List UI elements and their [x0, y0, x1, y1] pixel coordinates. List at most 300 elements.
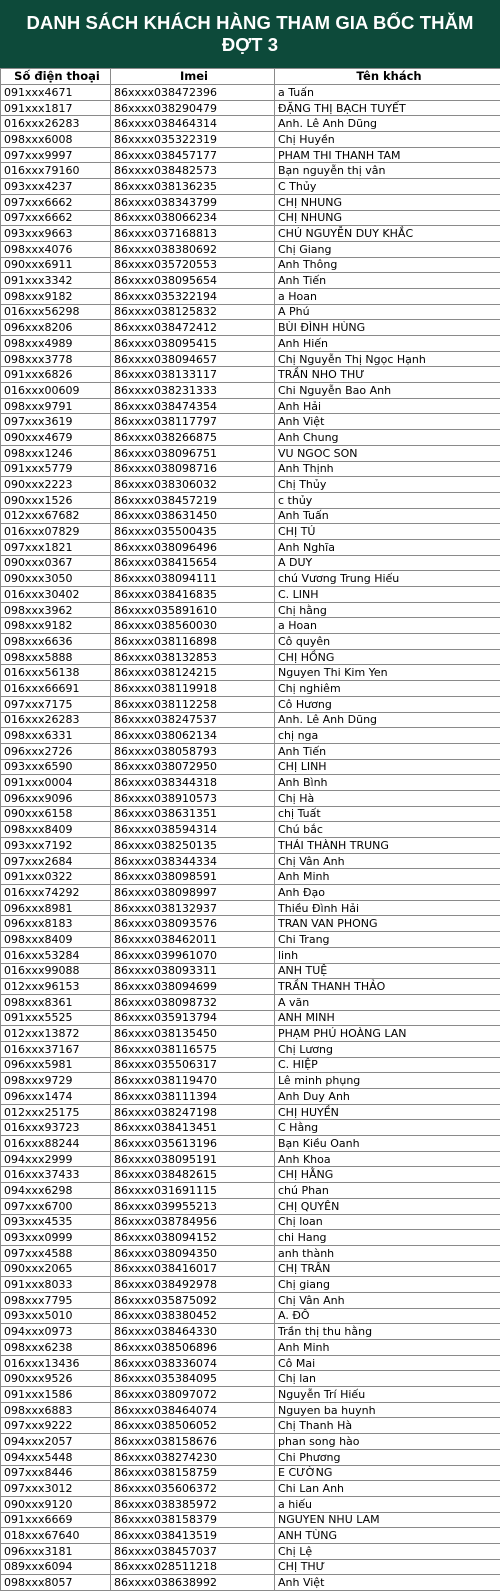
column-header-phone: Số điện thoại — [1, 69, 111, 85]
phone-cell: 098xxx4989 — [1, 336, 111, 352]
table-row — [1, 1528, 500, 1544]
phone-cell: 098xxx1246 — [1, 445, 111, 461]
customer-name-cell: C Hằng — [275, 1120, 500, 1136]
phone-cell: 016xxx26283 — [1, 712, 111, 728]
customer-name-cell: CHỊ HUYỀN — [275, 1104, 500, 1120]
customer-name-cell: Bạn Kiều Oanh — [275, 1136, 500, 1152]
table-row — [1, 179, 500, 195]
phone-cell: 018xxx67640 — [1, 1528, 111, 1544]
phone-cell: 098xxx9729 — [1, 1073, 111, 1089]
phone-cell: 090xxx4679 — [1, 430, 111, 446]
table-row — [1, 728, 500, 744]
table-row — [1, 1198, 500, 1214]
phone-cell: 016xxx30402 — [1, 587, 111, 603]
customer-name-cell: Chú bắc — [275, 822, 500, 838]
imei-cell: 86xxxx038062134 — [111, 728, 275, 744]
imei-cell: 86xxxx038413451 — [111, 1120, 275, 1136]
imei-cell: 86xxxx038910573 — [111, 790, 275, 806]
customer-name-cell: A DUY — [275, 555, 500, 571]
phone-cell: 098xxx9791 — [1, 398, 111, 414]
phone-cell: 098xxx6008 — [1, 132, 111, 148]
table-row — [1, 822, 500, 838]
customer-name-cell: Anh Nghĩa — [275, 539, 500, 555]
column-header-imei: Imei — [111, 69, 275, 85]
imei-cell: 86xxxx035500435 — [111, 524, 275, 540]
phone-cell: 016xxx37167 — [1, 1041, 111, 1057]
imei-cell: 86xxxx038462011 — [111, 932, 275, 948]
phone-cell: 096xxx8183 — [1, 916, 111, 932]
customer-name-cell: Anh Đạo — [275, 885, 500, 901]
table-row — [1, 665, 500, 681]
phone-cell: 012xxx96153 — [1, 979, 111, 995]
customer-name-cell: CHỊ HẰNG — [275, 1167, 500, 1183]
table-row — [1, 838, 500, 854]
phone-cell: 094xxx5448 — [1, 1449, 111, 1465]
imei-cell: 86xxxx035384095 — [111, 1371, 275, 1387]
customer-name-cell: Anh Thịnh — [275, 461, 500, 477]
table-row — [1, 1245, 500, 1261]
table-row — [1, 461, 500, 477]
customer-name-cell: Chị Giang — [275, 241, 500, 257]
customer-name-cell: CHỊ TRÂN — [275, 1261, 500, 1277]
customer-name-cell: Nguyen ba huynh — [275, 1402, 500, 1418]
phone-cell: 096xxx8206 — [1, 320, 111, 336]
phone-cell: 091xxx4671 — [1, 85, 111, 101]
phone-cell: 098xxx3778 — [1, 351, 111, 367]
table-row — [1, 1104, 500, 1120]
phone-cell: 012xxx67682 — [1, 508, 111, 524]
customer-name-cell: Anh Chung — [275, 430, 500, 446]
imei-cell: 86xxxx038344334 — [111, 853, 275, 869]
table-row — [1, 1355, 500, 1371]
imei-cell: 86xxxx028511218 — [111, 1559, 275, 1575]
imei-cell: 86xxxx038266875 — [111, 430, 275, 446]
phone-cell: 016xxx93723 — [1, 1120, 111, 1136]
imei-cell: 86xxxx038385972 — [111, 1496, 275, 1512]
table-row — [1, 790, 500, 806]
table-row — [1, 383, 500, 399]
customer-name-cell: Cô Hương — [275, 696, 500, 712]
table-row — [1, 743, 500, 759]
phone-cell: 016xxx74292 — [1, 885, 111, 901]
table-row — [1, 649, 500, 665]
table-row — [1, 210, 500, 226]
table-row — [1, 900, 500, 916]
table-row — [1, 1512, 500, 1528]
imei-cell: 86xxxx038416835 — [111, 587, 275, 603]
customer-name-cell: Chị Thủy — [275, 477, 500, 493]
phone-cell: 097xxx2684 — [1, 853, 111, 869]
table-row — [1, 398, 500, 414]
customer-name-cell: Chi Nguyễn Bao Anh — [275, 383, 500, 399]
customer-name-cell: Chị Lệ — [275, 1543, 500, 1559]
customer-name-cell: TRẦN THANH THẢO — [275, 979, 500, 995]
customer-name-cell: A. ĐỖ — [275, 1308, 500, 1324]
imei-cell: 86xxxx038343799 — [111, 194, 275, 210]
table-row — [1, 524, 500, 540]
customer-name-cell: Nguyen Thi Kim Yen — [275, 665, 500, 681]
table-row — [1, 288, 500, 304]
table-row — [1, 477, 500, 493]
phone-cell: 012xxx25175 — [1, 1104, 111, 1120]
table-row — [1, 1151, 500, 1167]
table-row — [1, 916, 500, 932]
imei-cell: 86xxxx038072950 — [111, 759, 275, 775]
phone-cell: 097xxx6662 — [1, 210, 111, 226]
phone-cell: 097xxx4588 — [1, 1245, 111, 1261]
customer-table — [0, 68, 500, 1591]
imei-cell: 86xxxx038274230 — [111, 1449, 275, 1465]
table-row — [1, 994, 500, 1010]
customer-name-cell: Anh Tiến — [275, 743, 500, 759]
customer-name-cell: TRAN VAN PHONG — [275, 916, 500, 932]
imei-cell: 86xxxx038111394 — [111, 1089, 275, 1105]
phone-cell: 098xxx3962 — [1, 602, 111, 618]
phone-cell: 096xxx1474 — [1, 1089, 111, 1105]
phone-cell: 093xxx0999 — [1, 1230, 111, 1246]
imei-cell: 86xxxx038116898 — [111, 634, 275, 650]
customer-name-cell: BÙI ĐÌNH HÙNG — [275, 320, 500, 336]
table-row — [1, 1057, 500, 1073]
imei-cell: 86xxxx038560030 — [111, 618, 275, 634]
phone-cell: 090xxx6911 — [1, 257, 111, 273]
customer-name-cell: C Thủy — [275, 179, 500, 195]
imei-cell: 86xxxx038094152 — [111, 1230, 275, 1246]
table-row — [1, 1120, 500, 1136]
imei-cell: 86xxxx038125832 — [111, 304, 275, 320]
table-row — [1, 1575, 500, 1591]
customer-name-cell: Chị loan — [275, 1214, 500, 1230]
customer-name-cell: CHỊ LINH — [275, 759, 500, 775]
phone-cell: 096xxx2726 — [1, 743, 111, 759]
imei-cell: 86xxxx038492978 — [111, 1277, 275, 1293]
table-row — [1, 587, 500, 603]
phone-cell: 098xxx9182 — [1, 288, 111, 304]
phone-cell: 098xxx7795 — [1, 1292, 111, 1308]
phone-cell: 096xxx5981 — [1, 1057, 111, 1073]
imei-cell: 86xxxx038594314 — [111, 822, 275, 838]
page-title: DANH SÁCH KHÁCH HÀNG THAM GIA BỐC THĂM ĐỢT 3 — [20, 12, 480, 56]
customer-name-cell: Chi Phương — [275, 1449, 500, 1465]
imei-cell: 86xxxx038095654 — [111, 273, 275, 289]
phone-cell: 098xxx8057 — [1, 1575, 111, 1591]
table-row — [1, 1465, 500, 1481]
phone-cell: 016xxx56138 — [1, 665, 111, 681]
customer-name-cell: Anh Minh — [275, 1340, 500, 1356]
table-row — [1, 116, 500, 132]
imei-cell: 86xxxx038095415 — [111, 336, 275, 352]
customer-name-cell: Chị giang — [275, 1277, 500, 1293]
imei-cell: 86xxxx035606372 — [111, 1481, 275, 1497]
imei-cell: 86xxxx039961070 — [111, 947, 275, 963]
table-row — [1, 712, 500, 728]
phone-cell: 089xxx6094 — [1, 1559, 111, 1575]
customer-name-cell: Anh. Lê Anh Dũng — [275, 712, 500, 728]
customer-name-cell: C. HIỆP — [275, 1057, 500, 1073]
phone-cell: 091xxx6826 — [1, 367, 111, 383]
phone-cell: 091xxx1817 — [1, 100, 111, 116]
table-row — [1, 571, 500, 587]
imei-cell: 86xxxx038380692 — [111, 241, 275, 257]
table-row — [1, 194, 500, 210]
customer-name-cell: Chi Lan Anh — [275, 1481, 500, 1497]
phone-cell: 093xxx6590 — [1, 759, 111, 775]
customer-name-cell: anh thành — [275, 1245, 500, 1261]
imei-cell: 86xxxx035913794 — [111, 1010, 275, 1026]
phone-cell: 012xxx13872 — [1, 1026, 111, 1042]
customer-name-cell: CHỊ HỒNG — [275, 649, 500, 665]
phone-cell: 097xxx9997 — [1, 147, 111, 163]
table-row — [1, 1324, 500, 1340]
phone-cell: 016xxx07829 — [1, 524, 111, 540]
header-row — [1, 69, 500, 85]
customer-name-cell: VU NGOC SON — [275, 445, 500, 461]
table-row — [1, 445, 500, 461]
table-row — [1, 634, 500, 650]
imei-cell: 86xxxx038094350 — [111, 1245, 275, 1261]
table-row — [1, 1543, 500, 1559]
table-row — [1, 1230, 500, 1246]
imei-cell: 86xxxx035613196 — [111, 1136, 275, 1152]
table-row — [1, 430, 500, 446]
customer-name-cell: chị nga — [275, 728, 500, 744]
imei-cell: 86xxxx038464074 — [111, 1402, 275, 1418]
imei-cell: 86xxxx038247198 — [111, 1104, 275, 1120]
imei-cell: 86xxxx038158379 — [111, 1512, 275, 1528]
phone-cell: 097xxx6662 — [1, 194, 111, 210]
customer-name-cell: Chị Vân Anh — [275, 1292, 500, 1308]
imei-cell: 86xxxx038457177 — [111, 147, 275, 163]
phone-cell: 098xxx8361 — [1, 994, 111, 1010]
imei-cell: 86xxxx038116575 — [111, 1041, 275, 1057]
imei-cell: 86xxxx038482573 — [111, 163, 275, 179]
table-row — [1, 100, 500, 116]
imei-cell: 86xxxx038784956 — [111, 1214, 275, 1230]
phone-cell: 091xxx0322 — [1, 869, 111, 885]
phone-cell: 090xxx2223 — [1, 477, 111, 493]
table-row — [1, 963, 500, 979]
table-row — [1, 1387, 500, 1403]
imei-cell: 86xxxx038094657 — [111, 351, 275, 367]
customer-name-cell: Anh. Lê Anh Dũng — [275, 116, 500, 132]
imei-cell: 86xxxx038336074 — [111, 1355, 275, 1371]
phone-cell: 094xxx0973 — [1, 1324, 111, 1340]
customer-name-cell: THÁI THÀNH TRUNG — [275, 838, 500, 854]
phone-cell: 016xxx56298 — [1, 304, 111, 320]
table-row — [1, 132, 500, 148]
imei-cell: 86xxxx038247537 — [111, 712, 275, 728]
phone-cell: 090xxx2065 — [1, 1261, 111, 1277]
phone-cell: 091xxx3342 — [1, 273, 111, 289]
table-row — [1, 1496, 500, 1512]
phone-cell: 097xxx7175 — [1, 696, 111, 712]
imei-cell: 86xxxx038457219 — [111, 492, 275, 508]
table-row — [1, 1481, 500, 1497]
customer-name-cell: Anh Hải — [275, 398, 500, 414]
customer-name-cell: Bạn nguyễn thị vân — [275, 163, 500, 179]
imei-cell: 86xxxx035322194 — [111, 288, 275, 304]
table-row — [1, 320, 500, 336]
imei-cell: 86xxxx038306032 — [111, 477, 275, 493]
customer-name-cell: TRẦN NHO THƯ — [275, 367, 500, 383]
phone-cell: 016xxx26283 — [1, 116, 111, 132]
imei-cell: 86xxxx035506317 — [111, 1057, 275, 1073]
customer-name-cell: Trần thị thu hằng — [275, 1324, 500, 1340]
phone-cell: 098xxx8409 — [1, 932, 111, 948]
customer-name-cell: Anh Tuấn — [275, 508, 500, 524]
customer-name-cell: CHỊ TÚ — [275, 524, 500, 540]
imei-cell: 86xxxx038158676 — [111, 1434, 275, 1450]
customer-name-cell: CHỊ NHUNG — [275, 210, 500, 226]
customer-name-cell: Anh Minh — [275, 869, 500, 885]
customer-name-cell: Chị Huyền — [275, 132, 500, 148]
imei-cell: 86xxxx038066234 — [111, 210, 275, 226]
table-row — [1, 1167, 500, 1183]
table-row — [1, 85, 500, 101]
table-row — [1, 1402, 500, 1418]
phone-cell: 097xxx6700 — [1, 1198, 111, 1214]
phone-cell: 090xxx3050 — [1, 571, 111, 587]
imei-cell: 86xxxx035720553 — [111, 257, 275, 273]
customer-name-cell: a hiếu — [275, 1496, 500, 1512]
customer-name-cell: Thiều Đình Hải — [275, 900, 500, 916]
table-row — [1, 1089, 500, 1105]
imei-cell: 86xxxx038135450 — [111, 1026, 275, 1042]
table-row — [1, 1041, 500, 1057]
table-row — [1, 1418, 500, 1434]
customer-name-cell: Anh Việt — [275, 414, 500, 430]
customer-name-cell: chú Phan — [275, 1183, 500, 1199]
imei-cell: 86xxxx038506052 — [111, 1418, 275, 1434]
customer-name-cell: CHỊ NHUNG — [275, 194, 500, 210]
phone-cell: 096xxx8981 — [1, 900, 111, 916]
customer-name-cell: Anh Bình — [275, 775, 500, 791]
customer-name-cell: Chi Trang — [275, 932, 500, 948]
imei-cell: 86xxxx038380452 — [111, 1308, 275, 1324]
table-row — [1, 539, 500, 555]
table-row — [1, 853, 500, 869]
imei-cell: 86xxxx038093576 — [111, 916, 275, 932]
imei-cell: 86xxxx038506896 — [111, 1340, 275, 1356]
customer-name-cell: Nguyễn Trí Hiếu — [275, 1387, 500, 1403]
customer-name-cell: Anh Việt — [275, 1575, 500, 1591]
imei-cell: 86xxxx038631351 — [111, 806, 275, 822]
imei-cell: 86xxxx038094699 — [111, 979, 275, 995]
customer-name-cell: Chị Lương — [275, 1041, 500, 1057]
customer-name-cell: Anh Thông — [275, 257, 500, 273]
table-row — [1, 1261, 500, 1277]
table-row — [1, 508, 500, 524]
table-row — [1, 602, 500, 618]
phone-cell: 094xxx2999 — [1, 1151, 111, 1167]
phone-cell: 098xxx8409 — [1, 822, 111, 838]
phone-cell: 093xxx5010 — [1, 1308, 111, 1324]
imei-cell: 86xxxx038474354 — [111, 398, 275, 414]
customer-name-cell: phan song hào — [275, 1434, 500, 1450]
table-row — [1, 336, 500, 352]
imei-cell: 86xxxx038413519 — [111, 1528, 275, 1544]
customer-name-cell: Chị Nguyễn Thị Ngọc Hạnh — [275, 351, 500, 367]
table-row — [1, 1136, 500, 1152]
table-row — [1, 257, 500, 273]
imei-cell: 86xxxx038631450 — [111, 508, 275, 524]
customer-name-cell: Cô quyên — [275, 634, 500, 650]
phone-cell: 091xxx6669 — [1, 1512, 111, 1528]
imei-cell: 86xxxx038098591 — [111, 869, 275, 885]
customer-name-cell: a Hoan — [275, 618, 500, 634]
imei-cell: 86xxxx038124215 — [111, 665, 275, 681]
customer-name-cell: CHÚ NGUYỄN DUY KHẮC — [275, 226, 500, 242]
imei-cell: 86xxxx038416017 — [111, 1261, 275, 1277]
customer-name-cell: Chị lan — [275, 1371, 500, 1387]
table-row — [1, 618, 500, 634]
phone-cell: 098xxx5888 — [1, 649, 111, 665]
imei-cell: 86xxxx038457037 — [111, 1543, 275, 1559]
imei-cell: 86xxxx038098716 — [111, 461, 275, 477]
imei-cell: 86xxxx038158759 — [111, 1465, 275, 1481]
phone-cell: 090xxx6158 — [1, 806, 111, 822]
imei-cell: 86xxxx038482615 — [111, 1167, 275, 1183]
table-row — [1, 885, 500, 901]
table-row — [1, 696, 500, 712]
phone-cell: 097xxx3619 — [1, 414, 111, 430]
customer-name-cell: ĐẶNG THỊ BẠCH TUYẾT — [275, 100, 500, 116]
customer-name-cell: Chị nghiêm — [275, 681, 500, 697]
table-row — [1, 1371, 500, 1387]
customer-name-cell: Chị Hà — [275, 790, 500, 806]
phone-cell: 091xxx1586 — [1, 1387, 111, 1403]
customer-name-cell: A văn — [275, 994, 500, 1010]
customer-name-cell: Anh Hiến — [275, 336, 500, 352]
customer-name-cell: c thủy — [275, 492, 500, 508]
table-row — [1, 1214, 500, 1230]
customer-name-cell: PHAM THI THANH TAM — [275, 147, 500, 163]
customer-name-cell: chú Vương Trung Hiếu — [275, 571, 500, 587]
phone-cell: 091xxx5525 — [1, 1010, 111, 1026]
customer-name-cell: Anh Khoa — [275, 1151, 500, 1167]
customer-name-cell: PHẠM PHÚ HOÀNG LAN — [275, 1026, 500, 1042]
phone-cell: 090xxx1526 — [1, 492, 111, 508]
table-row — [1, 1449, 500, 1465]
table-row — [1, 869, 500, 885]
phone-cell: 016xxx79160 — [1, 163, 111, 179]
imei-cell: 86xxxx038096496 — [111, 539, 275, 555]
imei-cell: 86xxxx038136235 — [111, 179, 275, 195]
phone-cell: 094xxx6298 — [1, 1183, 111, 1199]
phone-cell: 016xxx37433 — [1, 1167, 111, 1183]
table-row — [1, 681, 500, 697]
imei-cell: 86xxxx038415654 — [111, 555, 275, 571]
imei-cell: 86xxxx038638992 — [111, 1575, 275, 1591]
imei-cell: 86xxxx038097072 — [111, 1387, 275, 1403]
imei-cell: 86xxxx038098732 — [111, 994, 275, 1010]
imei-cell: 86xxxx035875092 — [111, 1292, 275, 1308]
table-row — [1, 226, 500, 242]
phone-cell: 091xxx8033 — [1, 1277, 111, 1293]
table-row — [1, 775, 500, 791]
customer-name-cell: chi Hang — [275, 1230, 500, 1246]
customer-name-cell: a Hoan — [275, 288, 500, 304]
table-row — [1, 351, 500, 367]
customer-name-cell: ANH MINH — [275, 1010, 500, 1026]
phone-cell: 091xxx5779 — [1, 461, 111, 477]
customer-name-cell: linh — [275, 947, 500, 963]
table-row — [1, 163, 500, 179]
imei-cell: 86xxxx031691115 — [111, 1183, 275, 1199]
customer-name-cell: Chị Vân Anh — [275, 853, 500, 869]
imei-cell: 86xxxx038132937 — [111, 900, 275, 916]
table-row — [1, 1292, 500, 1308]
